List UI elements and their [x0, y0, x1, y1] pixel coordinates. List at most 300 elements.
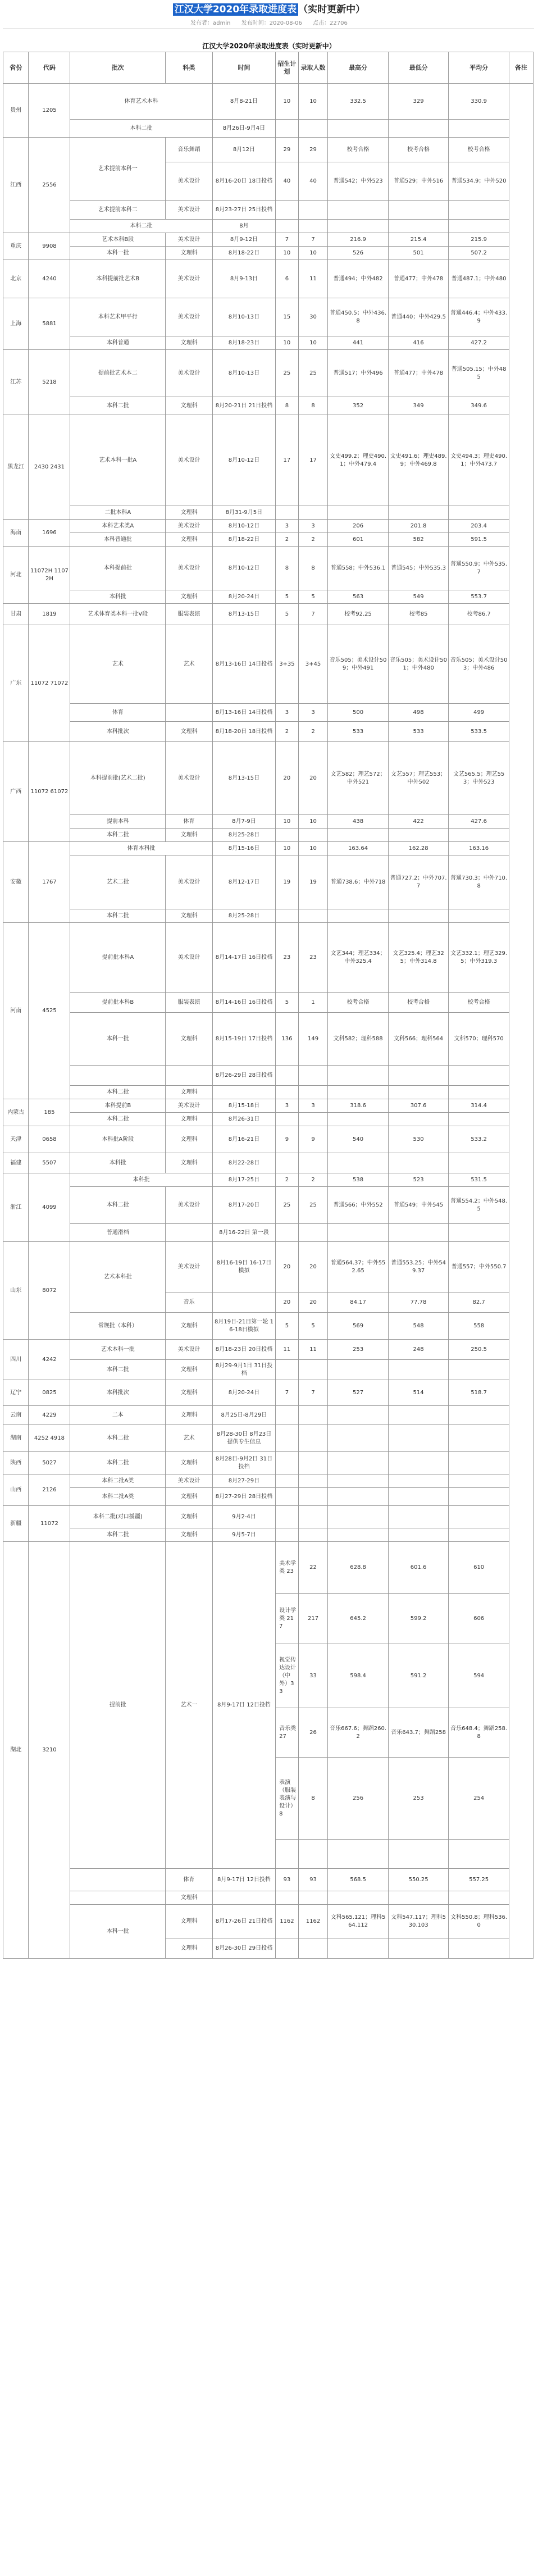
table-cell: 音乐505；美术设计509；中外491 [328, 625, 389, 704]
table-cell: 浙江 [3, 1173, 29, 1242]
table-row [3, 1488, 534, 1506]
table-cell [276, 1528, 299, 1542]
table-cell [388, 1224, 449, 1242]
table-cell: 11072 71072 [29, 625, 70, 742]
table-cell: 591.5 [449, 533, 509, 547]
table-cell: 提前批本科A [70, 923, 166, 993]
table-cell [166, 1066, 213, 1086]
table-cell [388, 220, 449, 233]
table-cell [449, 506, 509, 520]
table-cell: 8072 [29, 1242, 70, 1340]
table-cell: 普通534.9；中外520 [449, 162, 509, 201]
table-cell: 8月16-21日 [212, 1126, 275, 1153]
table-cell: 8月16-20日 18日投档 [212, 162, 275, 201]
table-cell: 普通542；中外523 [328, 162, 389, 201]
table-row [3, 1406, 534, 1425]
table-cell: 辽宁 [3, 1380, 29, 1406]
table-cell: 普通529；中外516 [388, 162, 449, 201]
table-cell: 文理科 [166, 1086, 213, 1099]
table-cell: 11072 61072 [29, 742, 70, 842]
table-cell: 5027 [29, 1452, 70, 1474]
table-cell [449, 1425, 509, 1452]
table-cell: 本科二批 [70, 1187, 166, 1224]
table-cell [276, 1113, 299, 1126]
table-cell: 163.16 [449, 842, 509, 855]
table-cell: 601.6 [388, 1542, 449, 1594]
table-cell [298, 1528, 328, 1542]
table-cell [166, 1224, 213, 1242]
table-cell [449, 1506, 509, 1528]
table-cell: 3 [298, 1099, 328, 1113]
table-cell: 533 [328, 722, 389, 742]
table-cell: 8月10-13日 [212, 298, 275, 336]
table-cell: 9 [276, 1126, 299, 1153]
table-cell: 校考合格 [388, 138, 449, 162]
table-cell [388, 120, 449, 138]
table-cell: 文理科 [166, 1452, 213, 1474]
table-cell: 217 [298, 1594, 328, 1644]
table-cell [212, 1891, 275, 1905]
table-cell: 441 [328, 336, 389, 350]
table-cell [276, 1938, 299, 1959]
table-row [3, 1242, 534, 1292]
table-cell: 文科550.8；理科536.0 [449, 1905, 509, 1938]
table-cell: 8月18-20日 18日投档 [212, 722, 275, 742]
table-cell: 7 [298, 604, 328, 625]
table-title: 江汉大学2020年录取进度表（实时更新中） [202, 42, 336, 50]
table-cell: 8 [298, 547, 328, 590]
table-cell: 5 [298, 1313, 328, 1340]
table-cell: 8月9-12日 [212, 233, 275, 247]
table-cell: 文理科 [166, 1528, 213, 1542]
table-cell: 8月9-17日 12日投档 [212, 1542, 275, 1869]
table-cell: 533.5 [449, 722, 509, 742]
table-cell: 重庆 [3, 233, 29, 260]
table-cell: 文理科 [166, 1488, 213, 1506]
table-cell: 8月12-17日 [212, 855, 275, 909]
table-cell [276, 829, 299, 842]
table-cell: 523 [388, 1173, 449, 1187]
table-cell [298, 1224, 328, 1242]
table-cell: 17 [276, 415, 299, 506]
table-cell: 7 [298, 1380, 328, 1406]
table-cell [298, 120, 328, 138]
table-cell: 10 [276, 815, 299, 829]
table-cell: 8月7-9日 [212, 815, 275, 829]
table-cell: 普通477；中外478 [388, 350, 449, 397]
table-cell [276, 1506, 299, 1528]
table-cell [388, 909, 449, 923]
table-cell: 2430 2431 [29, 415, 70, 520]
table-cell: 1 [298, 993, 328, 1013]
table-cell: 25 [298, 1187, 328, 1224]
table-row [3, 506, 534, 520]
table-cell: 美术设计 [166, 923, 213, 993]
table-cell: 本科二批 [70, 909, 166, 923]
meta-clicks: 点击：22706 [313, 20, 348, 26]
table-cell: 提前本科 [70, 815, 166, 829]
table-cell: 校考92.25 [328, 604, 389, 625]
table-row [3, 397, 534, 415]
table-cell: 7 [276, 233, 299, 247]
table-cell: 本科批次 [70, 1380, 166, 1406]
table-row [3, 1528, 534, 1542]
table-cell: 8月26日-9月4日 [212, 120, 275, 138]
table-cell [276, 1086, 299, 1099]
header-row [3, 52, 534, 84]
table-cell: 本科二批A类 [70, 1474, 166, 1488]
table-cell: 普通730.3；中外710.8 [449, 855, 509, 909]
table-cell: 1696 [29, 520, 70, 547]
table-cell: 8月26-31日 [212, 1113, 275, 1126]
table-cell [328, 120, 389, 138]
table-cell: 音乐505；美术设计503；中外486 [449, 625, 509, 704]
table-cell: 9月5-7日 [212, 1528, 275, 1542]
table-cell: 文理科 [166, 533, 213, 547]
table-cell: 艺术本科一批A [70, 415, 166, 506]
table-cell: 普通487.1；中外480 [449, 260, 509, 298]
table-cell: 549 [388, 590, 449, 604]
table-cell: 531.5 [449, 1173, 509, 1187]
table-cell: 普通446.4；中外433.9 [449, 298, 509, 336]
table-cell [328, 1360, 389, 1380]
table-cell: 本科二批 [70, 220, 212, 233]
table-cell: 84.17 [328, 1292, 389, 1313]
table-cell: 307.6 [388, 1099, 449, 1113]
table-cell: 校考合格 [449, 993, 509, 1013]
table-cell: 20 [276, 1242, 299, 1292]
table-cell: 文艺325.4；理艺325；中外314.8 [388, 923, 449, 993]
table-cell [166, 704, 213, 722]
table-cell: 203.4 [449, 520, 509, 533]
table-cell: 601 [328, 533, 389, 547]
table-cell: 8月18-23日 20日投档 [212, 1340, 275, 1360]
table-cell: 艺术提前本科二 [70, 201, 166, 220]
table-cell: 548 [388, 1313, 449, 1340]
table-cell: 提前批本科B [70, 993, 166, 1013]
table-cell: 8月13-16日 14日投档 [212, 704, 275, 722]
table-cell: 606 [449, 1594, 509, 1644]
table-cell: 本科批 [70, 590, 166, 604]
table-cell: 3+45 [298, 625, 328, 704]
table-row [3, 1506, 534, 1528]
table-cell: 8月20-24日 [212, 590, 275, 604]
table-cell: 校考合格 [328, 993, 389, 1013]
table-cell: 6 [276, 260, 299, 298]
table-cell [449, 829, 509, 842]
table-cell [298, 1425, 328, 1452]
table-cell: 5881 [29, 298, 70, 350]
table-cell: 5 [276, 993, 299, 1013]
table-cell: 8月15-18日 [212, 1099, 275, 1113]
table-cell: 5218 [29, 350, 70, 415]
table-cell [276, 1840, 299, 1869]
table-cell: 19 [298, 855, 328, 909]
table-cell: 文科566；理科564 [388, 1013, 449, 1066]
col-header-province: 省份 [3, 52, 29, 84]
table-cell: 文理科 [166, 1013, 213, 1066]
table-cell: 文理科 [166, 1153, 213, 1173]
table-cell: 音乐648.4；舞蹈258.8 [449, 1708, 509, 1758]
table-cell: 文理科 [166, 1905, 213, 1938]
table-cell [70, 1891, 166, 1905]
table-cell: 普通554.2；中外548.5 [449, 1187, 509, 1224]
table-cell: 美术设计 [166, 855, 213, 909]
table-cell: 文科582；理科588 [328, 1013, 389, 1066]
table-cell [388, 1153, 449, 1173]
table-cell [449, 1153, 509, 1173]
table-cell: 本科二批 [70, 829, 166, 842]
table-cell: 93 [298, 1869, 328, 1891]
table-cell: 8月13-15日 [212, 742, 275, 815]
table-cell: 1819 [29, 604, 70, 625]
table-cell [449, 1224, 509, 1242]
table-cell [388, 1425, 449, 1452]
table-cell: 7 [298, 233, 328, 247]
table-cell: 江西 [3, 138, 29, 233]
table-cell: 美术设计 [166, 233, 213, 247]
table-cell: 8月10-13日 [212, 350, 275, 397]
table-cell: 8 [298, 397, 328, 415]
table-cell: 文理科 [166, 1891, 213, 1905]
table-cell: 5 [276, 590, 299, 604]
table-cell: 体育 [70, 704, 166, 722]
table-cell [328, 829, 389, 842]
table-cell: 530 [388, 1126, 449, 1153]
col-header-note: 备注 [509, 52, 533, 84]
table-cell: 20 [276, 742, 299, 815]
table-cell: 美术设计 [166, 1099, 213, 1113]
table-cell: 30 [298, 298, 328, 336]
table-cell: 3+35 [276, 625, 299, 704]
table-cell [449, 1113, 509, 1126]
table-cell: 普通727.2；中外707.7 [388, 855, 449, 909]
table-row [3, 1013, 534, 1066]
table-cell: 8 [276, 547, 299, 590]
table-cell [70, 1066, 166, 1086]
table-cell: 8 [298, 1758, 328, 1840]
table-cell: 507.2 [449, 247, 509, 260]
table-cell: 艺术一 [166, 1542, 213, 1869]
table-cell [388, 1066, 449, 1086]
table-cell: 23 [298, 923, 328, 993]
table-cell [388, 1528, 449, 1542]
table-cell: 校考86.7 [449, 604, 509, 625]
table-cell: 艺术 [70, 625, 166, 704]
table-cell: 北京 [3, 260, 29, 298]
table-row [3, 1452, 534, 1474]
table-cell: 149 [298, 1013, 328, 1066]
table-cell: 8月17-26日 21日投档 [212, 1905, 275, 1938]
table-cell: 音乐505；美术设计501；中外480 [388, 625, 449, 704]
table-cell: 美术设计 [166, 298, 213, 336]
table-cell [328, 1153, 389, 1173]
table-cell: 8月18-22日 [212, 247, 275, 260]
table-cell: 10 [276, 247, 299, 260]
table-cell: 82.7 [449, 1292, 509, 1313]
table-cell [328, 201, 389, 220]
table-cell [276, 1425, 299, 1452]
table-cell: 29 [298, 138, 328, 162]
table-cell [298, 1488, 328, 1506]
table-cell [276, 506, 299, 520]
table-cell: 8月13-16日 14日投档 [212, 625, 275, 704]
table-cell [328, 1506, 389, 1528]
table-cell: 广西 [3, 742, 29, 842]
table-cell: 20 [298, 742, 328, 815]
table-cell [328, 1113, 389, 1126]
table-cell: 服装表演 [166, 604, 213, 625]
table-row [3, 815, 534, 829]
table-cell: 音乐643.7；舞蹈258 [388, 1708, 449, 1758]
table-cell: 8月22-28日 [212, 1153, 275, 1173]
table-cell: 广东 [3, 625, 29, 742]
table-cell: 22 [298, 1542, 328, 1594]
table-cell: 文史491.6；理史489.9；中外469.8 [388, 415, 449, 506]
table-cell [276, 1224, 299, 1242]
table-cell: 8月 [212, 220, 275, 233]
table-cell: 10 [298, 842, 328, 855]
table-cell: 2 [298, 1173, 328, 1187]
table-cell: 音乐类 27 [276, 1708, 299, 1758]
table-cell [449, 1891, 509, 1905]
table-cell: 349.6 [449, 397, 509, 415]
table-cell: 本科批 [70, 1153, 166, 1173]
table-cell: 11072 [29, 1506, 70, 1542]
table-cell [298, 506, 328, 520]
table-cell: 美术设计 [166, 1242, 213, 1292]
table-cell [449, 1474, 509, 1488]
table-cell: 254 [449, 1758, 509, 1840]
table-row [3, 1099, 534, 1113]
table-cell: 3 [298, 520, 328, 533]
table-cell: 136 [276, 1013, 299, 1066]
table-cell: 本科二批 [70, 120, 212, 138]
table-cell: 29 [276, 138, 299, 162]
table-row [3, 1086, 534, 1099]
table-cell: 8月17-25日 [212, 1173, 275, 1187]
table-row [3, 704, 534, 722]
table-row [3, 842, 534, 855]
table-cell: 349 [388, 397, 449, 415]
table-row [3, 604, 534, 625]
divider [3, 28, 534, 29]
table-cell: 8月25-28日 [212, 909, 275, 923]
table-cell: 文理科 [166, 506, 213, 520]
table-cell: 普通549；中外545 [388, 1187, 449, 1224]
table-cell [328, 1224, 389, 1242]
table-cell [212, 1086, 275, 1099]
table-cell [328, 1488, 389, 1506]
table-cell [449, 1066, 509, 1086]
table-cell: 3 [298, 704, 328, 722]
table-cell: 10 [276, 842, 299, 855]
table-cell: 文理科 [166, 829, 213, 842]
table-cell [276, 1891, 299, 1905]
table-cell [328, 1891, 389, 1905]
table-cell: 文科547.117；理科530.103 [388, 1905, 449, 1938]
table-cell: 569 [328, 1313, 389, 1340]
table-cell: 美术学类 23 [276, 1542, 299, 1594]
table-cell: 8月23-27日 25日投档 [212, 201, 275, 220]
table-cell: 4240 [29, 260, 70, 298]
table-cell: 本科提前批(艺术二批) [70, 742, 166, 815]
table-cell [276, 1360, 299, 1380]
table-cell: 安徽 [3, 842, 29, 923]
table-cell [449, 1938, 509, 1959]
table-cell [328, 1938, 389, 1959]
table-cell [449, 909, 509, 923]
table-cell: 498 [388, 704, 449, 722]
table-cell: 215.9 [449, 233, 509, 247]
table-cell: 4525 [29, 923, 70, 1099]
table-cell: 514 [388, 1380, 449, 1406]
table-cell: 2556 [29, 138, 70, 233]
table-cell: 4242 [29, 1340, 70, 1380]
table-cell: 1205 [29, 84, 70, 138]
table-cell: 文史499.2；理史490.1；中外479.4 [328, 415, 389, 506]
table-cell [388, 1360, 449, 1380]
table-cell: 文艺557；理艺553；中外502 [388, 742, 449, 815]
table-cell [449, 220, 509, 233]
table-cell: 8月18-22日 [212, 533, 275, 547]
table-cell: 云南 [3, 1406, 29, 1425]
table-cell [328, 1452, 389, 1474]
table-cell: 3 [276, 520, 299, 533]
table-cell [298, 201, 328, 220]
table-cell: 540 [328, 1126, 389, 1153]
table-cell: 93 [276, 1869, 299, 1891]
table-cell [276, 909, 299, 923]
table-cell [449, 1488, 509, 1506]
col-header-avg: 平均分 [449, 52, 509, 84]
table-cell: 8月26-29日 28日投档 [212, 1066, 275, 1086]
table-cell: 美术设计 [166, 350, 213, 397]
table-cell: 体育本科批 [70, 842, 212, 855]
table-cell [449, 1452, 509, 1474]
table-cell: 8月28-30日 8月23日提供专生信息 [212, 1425, 275, 1452]
table-row [3, 1173, 534, 1187]
table-cell [298, 829, 328, 842]
table-row [3, 1126, 534, 1153]
table-cell: 普通558；中外536.1 [328, 547, 389, 590]
table-cell [449, 1086, 509, 1099]
table-cell [298, 1474, 328, 1488]
table-cell: 9908 [29, 233, 70, 260]
table-cell [328, 506, 389, 520]
table-cell: 8月16-22日 第一段 [212, 1224, 275, 1242]
table-cell: 610 [449, 1542, 509, 1594]
table-row [3, 84, 534, 120]
table-cell: 10 [276, 84, 299, 120]
table-cell: 文理科 [166, 909, 213, 923]
col-header-category: 科类 [166, 52, 213, 84]
table-cell: 8月15-16日 [212, 842, 275, 855]
table-row [3, 260, 534, 298]
table-cell [388, 1506, 449, 1528]
table-cell: 558 [449, 1313, 509, 1340]
table-cell: 文艺582；理艺572；中外521 [328, 742, 389, 815]
table-cell: 湖南 [3, 1425, 29, 1452]
table-cell: 23 [276, 923, 299, 993]
table-row [3, 1066, 534, 1086]
table-cell [328, 1474, 389, 1488]
table-cell: 438 [328, 815, 389, 829]
table-cell: 本科二批 [70, 1452, 166, 1474]
table-cell: 本科批次 [70, 722, 166, 742]
table-cell: 1767 [29, 842, 70, 923]
table-cell: 文理科 [166, 1406, 213, 1425]
